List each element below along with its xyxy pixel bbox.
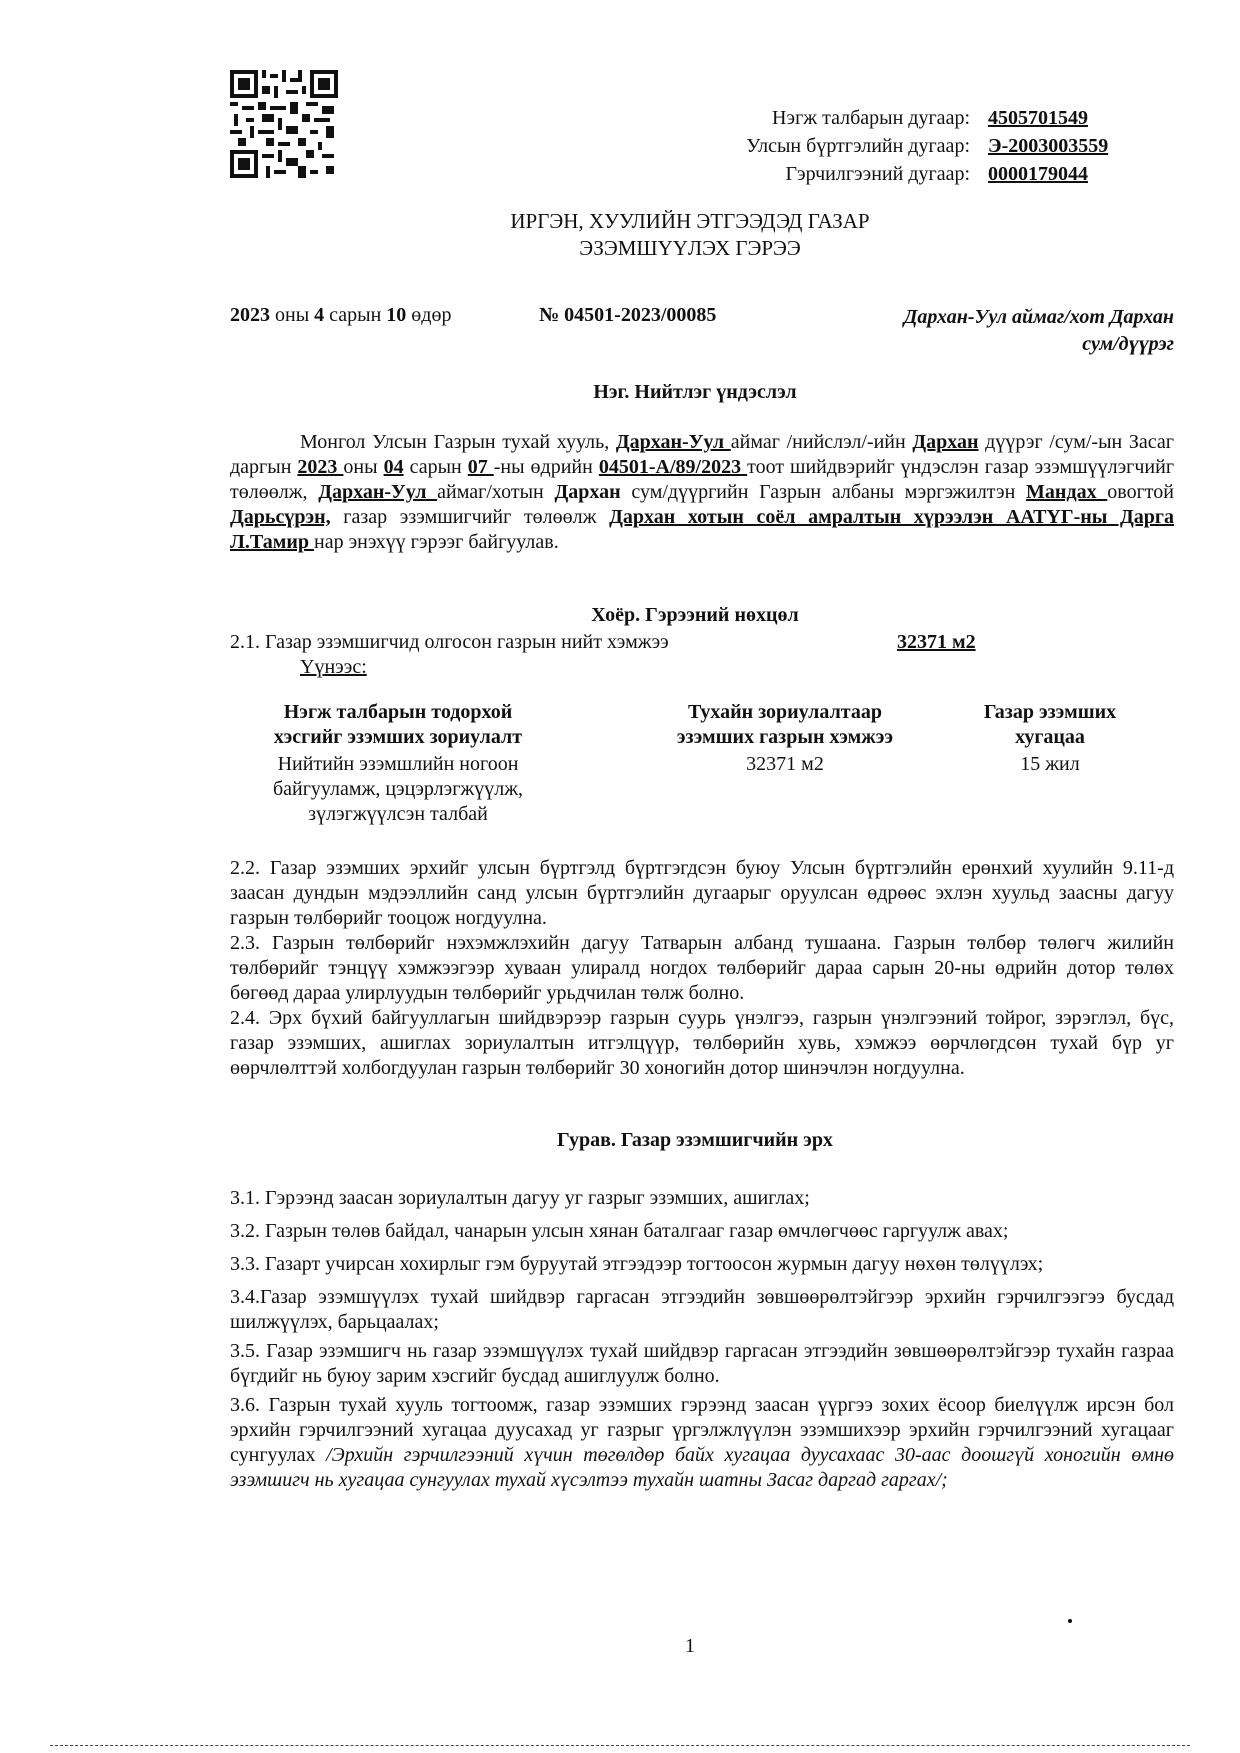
- parcel-number-value: 4505701549: [988, 107, 1088, 129]
- scan-speck: [1068, 1619, 1072, 1623]
- bottom-rule: [50, 1745, 1190, 1746]
- state-registration-row: [560, 132, 1120, 160]
- contract-number: № 04501-2023/00085: [539, 304, 717, 326]
- certificate-number-value: 0000179044: [988, 163, 1088, 185]
- state-registration-value: Э-2003003559: [988, 135, 1109, 157]
- col-header-term: Газар эзэмших хугацаа: [983, 701, 1117, 748]
- section-1-paragraph: Монгол Улсын Газрын тухай хууль, Дархан-Уул аймаг /нийслэл/-ийн Дархан дүүрэг /сум/-ын Засаг даргын 2023 оны 04 сарын 07 -ны өдрийн 04501-А/89/2023 тоот шийдвэрийг үндэслэн газар эзэмшүүлэгчийг төлөөлж, Дархан-Уул аймаг/хотын Дархан сум/дүүргийн Газрын албаны мэргэжилтэн Мандах овогтой Дарьсүрэн, газар эзэмшигчийг төлөөлж Дархан хотын соёл амралтын хүрээлэн ААТҮГ-ны Дарга Л.Тамир нар энэхүү гэрээг байгуулав.: [230, 431, 1175, 553]
- cell-term: 15 жил: [1020, 753, 1080, 775]
- title-line-1: ИРГЭН, ХУУЛИЙН ЭТГЭЭДЭД ГАЗАР: [510, 209, 870, 233]
- item-3-6: 3.6. Газрын тухай хууль тогтоомж, газар эзэмших гэрээнд заасан үүргээ зохих ёсоор биелүүлж ирсэн бол эрхийн гэрчилгээний хугацаа дуусахад уг газрыг үргэлжлүүлэн эзэмшихээр эрхийн гэрчилгээний хугацааг сунгуулах /Эрхийн гэрчилгээний хүчин төгөлдөр байх хугацаа дуусахаас 30-аас доошгүй хоногийн өмнө эзэмшигч нь хугацаа сунгуулах тухай хүсэлтээ тухайн шатны Засаг даргад гаргах/;: [230, 1394, 1175, 1491]
- total-area: 32371 м2: [897, 631, 976, 653]
- certificate-number-row: [560, 160, 1120, 188]
- contract-date: 2023 оны 4 сарын 10 өдөр: [230, 304, 452, 326]
- page-number: 1: [685, 1635, 695, 1657]
- item-3-2: 3.2. Газрын төлөв байдал, чанарын улсын хянан баталгааг газар өмчлөгчөөс гаргуулж авах;: [230, 1220, 1009, 1242]
- cell-purpose: Нийтийн эзэмшлийн ногоон байгууламж, цэцэрлэгжүүлж, зүлэгжүүлсэн талбай: [272, 753, 524, 825]
- section-1-title: Нэг. Нийтлэг үндэслэл: [593, 381, 797, 403]
- item-2-2: 2.2. Газар эзэмших эрхийг улсын бүртгэлд бүртгэгдсэн буюу Улсын бүртгэлийн ерөнхий хуулийн 9.11-д заасан дундын мэдээллийн санд улсын бүртгэлийн дугаарыг оруулсан өдрөөс эхлэн хуульд заасны дагуу газрын төлбөрийг тооцож ногдуулна.: [230, 857, 1174, 929]
- col-header-area: Тухайн зориулалтаар эзэмших газрын хэмжээ: [676, 701, 894, 748]
- col-header-purpose: Нэгж талбарын тодорхой хэсгийг эзэмших зориулалт: [273, 701, 523, 748]
- registration-block: [560, 104, 1120, 188]
- contract-place: Дархан-Уул аймаг/хот Дархан сум/дүүрэг: [903, 306, 1174, 355]
- of-which-label: Үүнээс:: [300, 656, 367, 678]
- qr-code: [230, 70, 338, 178]
- parcel-number-row: [560, 104, 1120, 132]
- state-registration-label: Улсын бүртгэлийн дугаар:: [746, 135, 970, 157]
- item-3-3: 3.3. Газарт учирсан хохирлыг гэм буруутай этгээдээр тогтоосон журмын дагуу нөхөн төлүүлэх;: [230, 1253, 1044, 1275]
- item-3-4: 3.4.Газар эзэмшүүлэх тухай шийдвэр гаргасан этгээдийн зөвшөөрөлтэйгээр эрхийн гэрчилгээгээ бусдад шилжүүлэх, барьцаалах;: [230, 1286, 1174, 1333]
- parcel-number-label: Нэгж талбарын дугаар:: [772, 107, 970, 129]
- item-2-3: 2.3. Газрын төлбөрийг нэхэмжлэхийн дагуу Татварын албанд тушаана. Газрын төлбөр төлөгч жилийн төлбөрийг тэнцүү хэмжээгээр хуваан улиралд ногдох төлбөрийг дараа сарын 20-ны өдрийн дотор төлөх бөгөөд дараа улирлуудын төлбөрийг урьдчилан төлж болно.: [230, 932, 1174, 1004]
- title-line-2: ЭЗЭМШҮҮЛЭХ ГЭРЭЭ: [579, 236, 801, 260]
- item-3-1: 3.1. Гэрээнд заасан зориулалтын дагуу уг газрыг эзэмших, ашиглах;: [230, 1187, 810, 1209]
- section-2-title: Хоёр. Гэрээний нөхцөл: [591, 604, 799, 626]
- contract-meta: [230, 304, 1174, 358]
- item-2-1: 2.1. Газар эзэмшигчид олгосон газрын нийт хэмжээ 32371 м2: [230, 631, 976, 653]
- document-title: [0, 208, 1240, 262]
- cell-area: 32371 м2: [746, 753, 824, 775]
- item-3-5: 3.5. Газар эзэмшигч нь газар эзэмшүүлэх тухай шийдвэр гаргасан этгээдийн зөвшөөрөлтэйгээр тухайн газраа бүгдийг нь буюу зарим хэсгийг бусдад ашиглуулж болно.: [230, 1340, 1174, 1387]
- item-2-4: 2.4. Эрх бүхий байгууллагын шийдвэрээр газрын суурь үнэлгээ, газрын үнэлгээний тойрог, зэрэглэл, бүс, газар эзэмших, ашиглах зориулалтын итгэлцүүр, төлбөрийн хувь, хэмжээ өөрчлөгдсөн тухай бүр уг өөрчлөлттэй холбогдуулан газрын төлбөрийг 30 хоногийн дотор шинэчлэн ногдуулна.: [230, 1007, 1174, 1079]
- section-3-title: Гурав. Газар эзэмшигчийн эрх: [557, 1129, 833, 1151]
- certificate-number-label: Гэрчилгээний дугаар:: [785, 163, 970, 185]
